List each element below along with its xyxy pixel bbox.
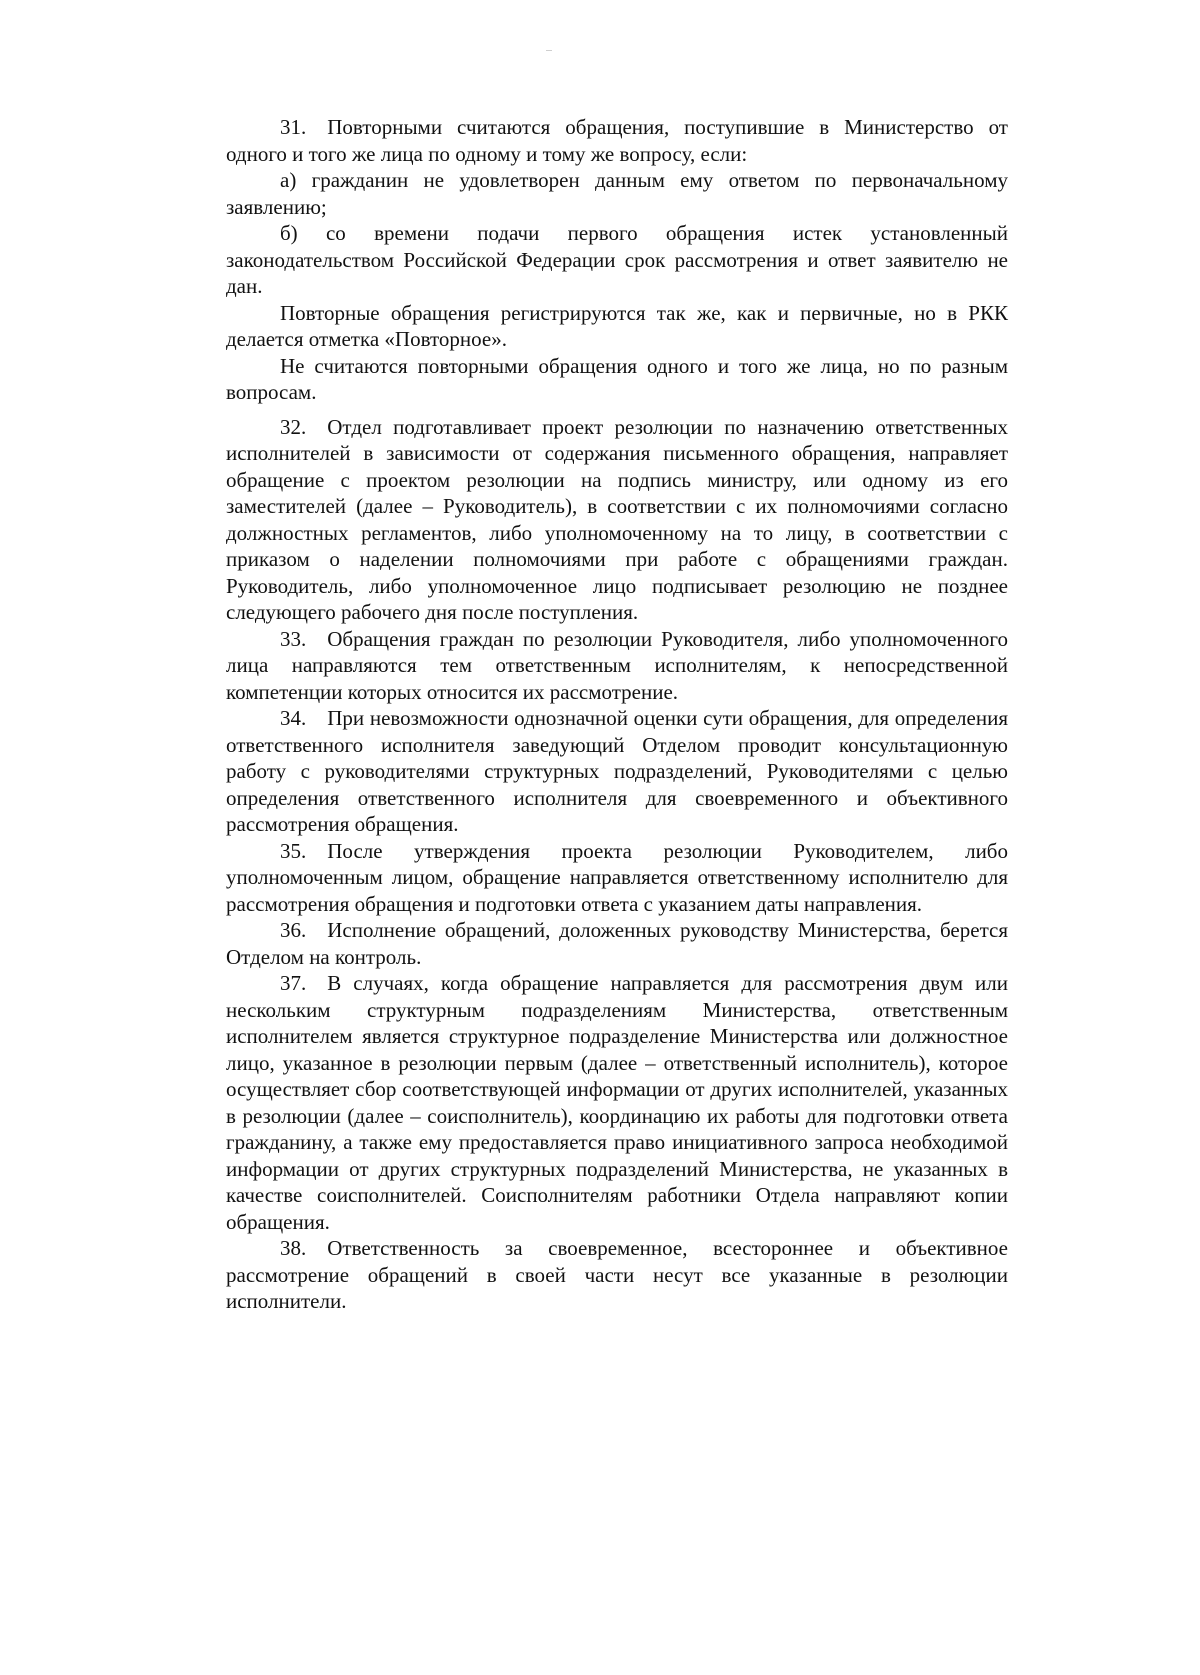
scan-speck [546, 50, 552, 51]
paragraph-32: 32. Отдел подготавливает проект резолюции по назначению ответственных исполнителей в зависимости от содержания письменного обращения, направляет обращение с проектом резолюции на подпись министру, или одному из его заместителей (далее – Руководитель), в соответствии с их полномочиями согласно должностных регламентов, либо уполномоченному на то лицу, в соответствии с приказом о наделении полномочиями при работе с обращениями граждан. Руководитель, либо уполномоченное лицо подписывает резолюцию не позднее следующего рабочего дня после поступления. [226, 414, 1008, 624]
paragraph-31-a: а) гражданин не удовлетворен данным ему ответом по первоначальному заявлению; [226, 168, 1008, 219]
paragraph-36: 36. Исполнение обращений, доложенных руководству Министерства, берется Отделом на контроль. [226, 918, 1008, 969]
paragraph-35: 35. После утверждения проекта резолюции Руководителем, либо уполномоченным лицом, обращение направляется ответственному исполнителю для рассмотрения обращения и подготовки ответа с указанием даты направления. [226, 838, 1008, 916]
document-body [226, 114, 1008, 1315]
paragraph-31-b: б) со времени подачи первого обращения истек установленный законодательством Российской Федерации срок рассмотрения и ответ заявителю не дан. [226, 221, 1008, 298]
paragraph-not-repeat: Не считаются повторными обращения одного и того же лица, но по разным вопросам. [226, 353, 1008, 404]
paragraph-31: 31. Повторными считаются обращения, поступившие в Министерство от одного и того же лица по одному и тому же вопросу, если: [226, 115, 1008, 166]
paragraph-34: 34. При невозможности однозначной оценки сути обращения, для определения ответственного исполнителя заведующий Отделом проводит консультационную работу с руководителями структурных подразделений, Руководителями с целью определения ответственного исполнителя для своевременного и объективного рассмотрения обращения. [226, 706, 1008, 836]
paragraph-38: 38. Ответственность за своевременное, всестороннее и объективное рассмотрение обращений в своей части несут все указанные в резолюции исполнители. [226, 1236, 1008, 1313]
paragraph-33: 33. Обращения граждан по резолюции Руководителя, либо уполномоченного лица направляются тем ответственным исполнителям, к непосредственной компетенции которых относится их рассмотрение. [226, 626, 1008, 704]
paragraph-repeat-registration: Повторные обращения регистрируются так же, как и первичные, но в РКК делается отметка «Повторное». [226, 300, 1008, 351]
paragraph-37: 37. В случаях, когда обращение направляется для рассмотрения двум или нескольким структурным подразделениям Министерства, ответственным исполнителем является структурное подразделение Министерства или должностное лицо, указанное в резолюции первым (далее – ответственный исполнитель), которое осуществляет сбор соответствующей информации от других исполнителей, указанных в резолюции (далее – соисполнитель), координацию их работы для подготовки ответа гражданину, а также ему предоставляется право инициативного запроса необходимой информации от других структурных подразделений Министерства, не указанных в качестве соисполнителей. Соисполнителям работники Отдела направляют копии обращения. [226, 971, 1008, 1234]
